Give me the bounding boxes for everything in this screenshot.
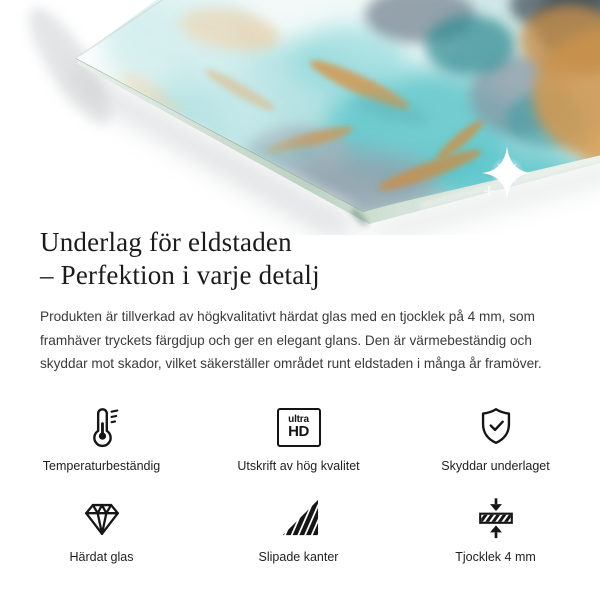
product-description: Produkten är tillverkad av högkvalitativt härdat glas med en tjocklek på 4 mm, som framhäver tryckets färgdjup och ger en elegant glans. Den är värmebeständig och skyddar mot skador, vilket säkerställer området runt eldstaden i många år framöver. — [40, 309, 542, 371]
feature-label: Tjocklek 4 mm — [455, 550, 536, 564]
page-title — [40, 226, 320, 292]
feature-label: Härdat glas — [69, 550, 134, 564]
feature-label: Slipade kanter — [258, 550, 339, 564]
feature-tempered-glass — [12, 496, 192, 565]
feature-temperature — [12, 405, 192, 474]
page-title-line1: Underlag för eldstaden — [40, 227, 292, 257]
ultra-hd-badge-top: ultra — [288, 414, 309, 425]
feature-thickness — [406, 496, 586, 565]
diamond-icon — [79, 496, 125, 540]
product-image — [0, 0, 600, 235]
ultra-hd-badge-bottom: HD — [288, 423, 309, 440]
feature-label: Temperaturbeständig — [42, 459, 161, 473]
feature-grid — [0, 405, 597, 565]
feature-protects-surface — [406, 405, 586, 474]
thickness-icon — [473, 496, 519, 540]
feature-label: Skyddar underlaget — [441, 459, 550, 473]
shield-check-icon — [473, 405, 519, 449]
glass-panel-art — [0, 0, 600, 235]
page-title-line2: – Perfektion i varje detalj — [40, 260, 320, 290]
feature-polished-edges — [209, 496, 389, 565]
beveled-edge-icon — [276, 496, 322, 540]
ultra-hd-badge — [277, 408, 321, 447]
thermometer-icon — [79, 405, 125, 449]
feature-print-quality — [209, 405, 389, 474]
ultra-hd-icon — [277, 405, 321, 449]
feature-label: Utskrift av hög kvalitet — [237, 459, 360, 473]
